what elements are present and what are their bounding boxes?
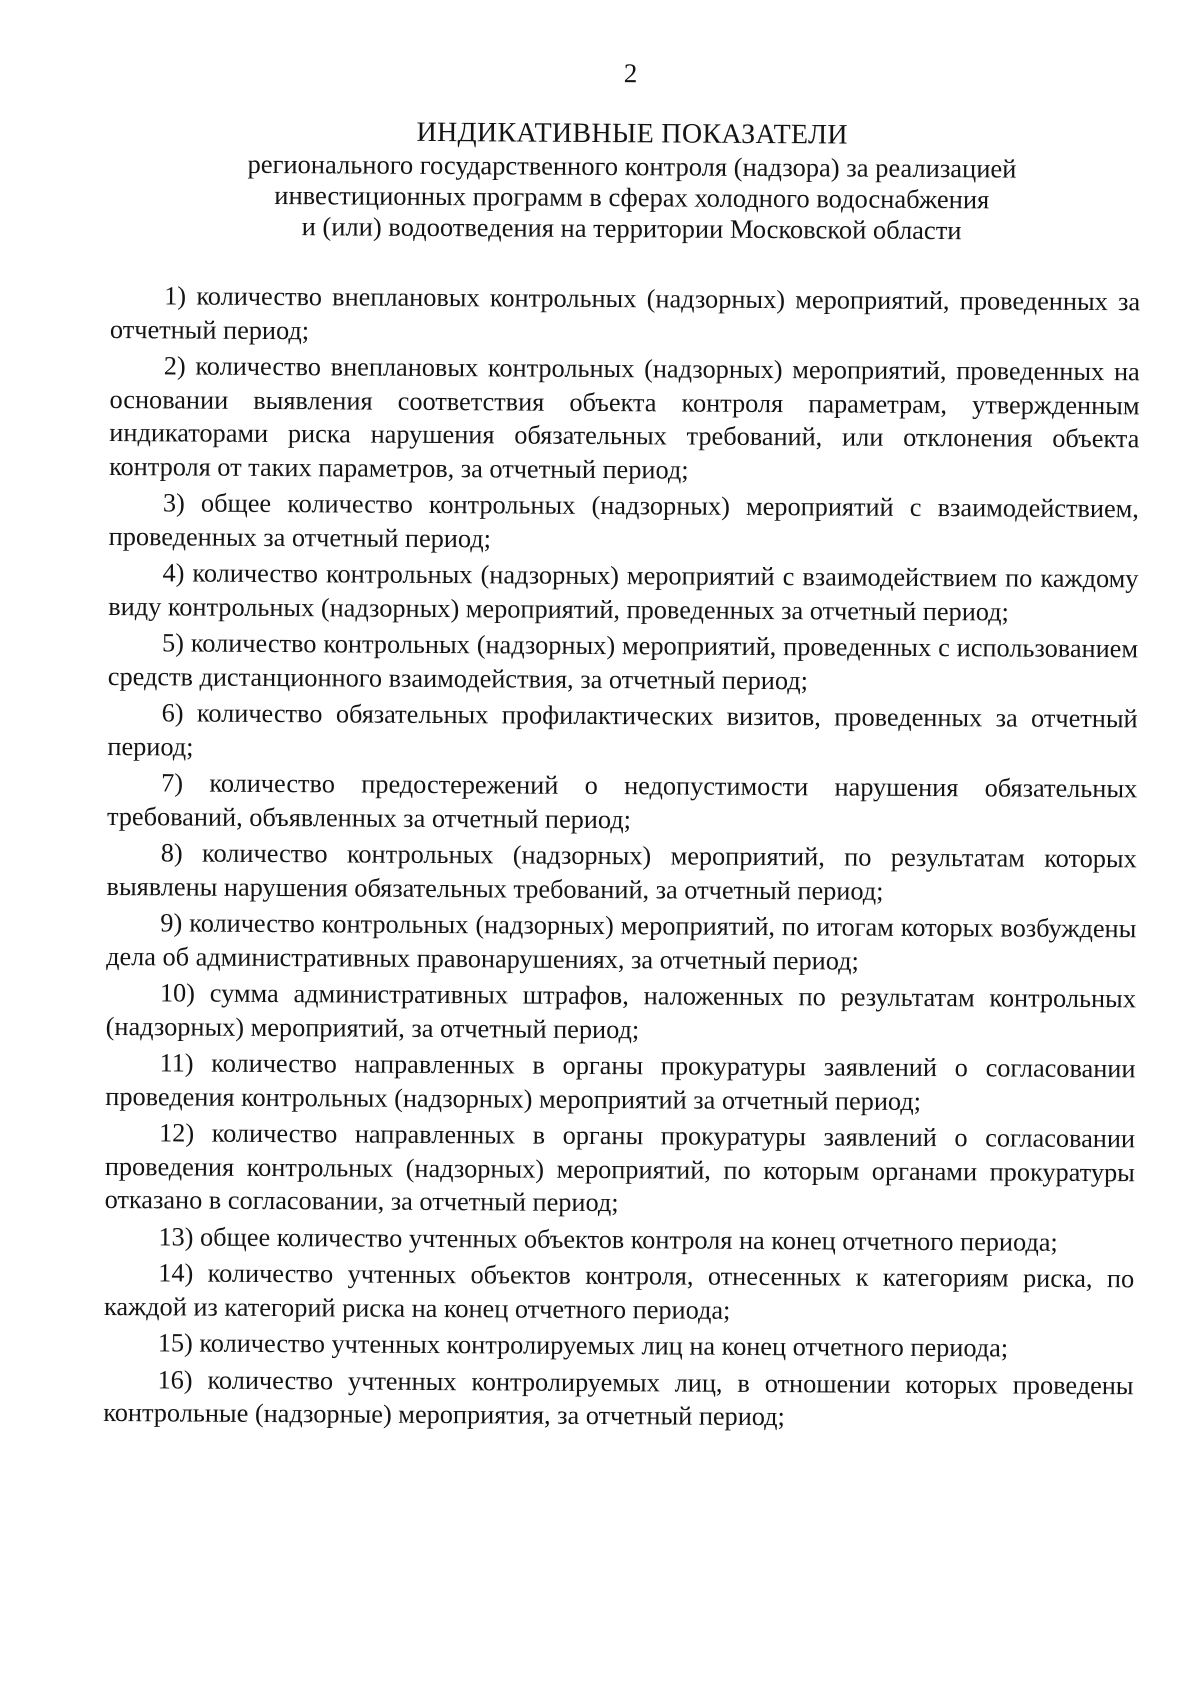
indicator-item: 8) количество контрольных (надзорных) мероприятий, по результатам которых выявлены нарушения обязательных требований, за отчетный период; bbox=[106, 838, 1137, 906]
indicator-item: 15) количество учтенных контролируемых лиц на конец отчетного периода; bbox=[157, 1328, 1009, 1363]
indicator-item: 10) сумма административных штрафов, наложенных по результатам контрольных (надзорных) мероприятий, за отчетный период; bbox=[105, 978, 1136, 1044]
indicator-item: 16) количество учтенных контролируемых лиц, в отношении которых проведены контрольные (надзорные) мероприятия, за отчетный период; bbox=[103, 1364, 1134, 1432]
indicator-item: 7) количество предостережений о недопустимости нарушения обязательных требований, объявленных за отчетный период; bbox=[106, 768, 1138, 834]
indicator-item: 12) количество направленных в органы прокуратуры заявлений о согласовании проведения контрольных (надзорных) мероприятий, по которым органами прокуратуры отказано в согласовании, за отчетный период; bbox=[104, 1118, 1136, 1218]
indicator-item: 2) количество внеплановых контрольных (надзорных) мероприятий, проведенных на основании выявления соответствия объекта контроля параметрам, утвержденным индикаторами риска нарушения обязательных требований, или отклонения объекта контроля от таких параметров, за отчетный период; bbox=[109, 351, 1140, 485]
document-subtitle-line: и (или) водоотведения на территории Московской области bbox=[301, 211, 962, 246]
indicator-item: 11) количество направленных в органы прокуратуры заявлений о согласовании проведения контрольных (надзорных) мероприятий за отчетный период; bbox=[105, 1048, 1136, 1116]
indicator-item: 13) общее количество учтенных объектов контроля на конец отчетного периода; bbox=[158, 1221, 1058, 1257]
document-subtitle-line: регионального государственного контроля (надзора) за реализацией bbox=[247, 148, 1017, 184]
document-heading bbox=[212, 115, 1053, 247]
page-number: 2 bbox=[623, 58, 638, 89]
indicator-item: 6) количество обязательных профилактических визитов, проведенных за отчетный период; bbox=[107, 698, 1138, 762]
document-title: ИНДИКАТИВНЫЕ ПОКАЗАТЕЛИ bbox=[416, 116, 848, 151]
document-subtitle-line: инвестиционных программ в сферах холодного водоснабжения bbox=[274, 180, 990, 215]
indicator-list bbox=[103, 279, 1140, 1439]
indicator-item: 9) количество контрольных (надзорных) мероприятий, по итогам которых возбуждены дела об административных правонарушениях, за отчетный период; bbox=[106, 908, 1137, 976]
indicator-item: 3) общее количество контрольных (надзорных) мероприятий с взаимодействием, проведенных за отчетный период; bbox=[108, 488, 1139, 553]
indicator-item: 1) количество внеплановых контрольных (надзорных) мероприятий, проведенных за отчетный период; bbox=[109, 281, 1141, 345]
indicator-item: 14) количество учтенных объектов контроля, отнесенных к категориям риска, по каждой из категорий риска на конец отчетного периода; bbox=[103, 1258, 1135, 1325]
indicator-item: 5) количество контрольных (надзорных) мероприятий, проведенных с использованием средств дистанционного взаимодействия, за отчетный период; bbox=[107, 628, 1139, 695]
indicator-item: 4) количество контрольных (надзорных) мероприятий с взаимодействием по каждому виду контрольных (надзорных) мероприятий, проведенных за отчетный период; bbox=[108, 558, 1139, 627]
